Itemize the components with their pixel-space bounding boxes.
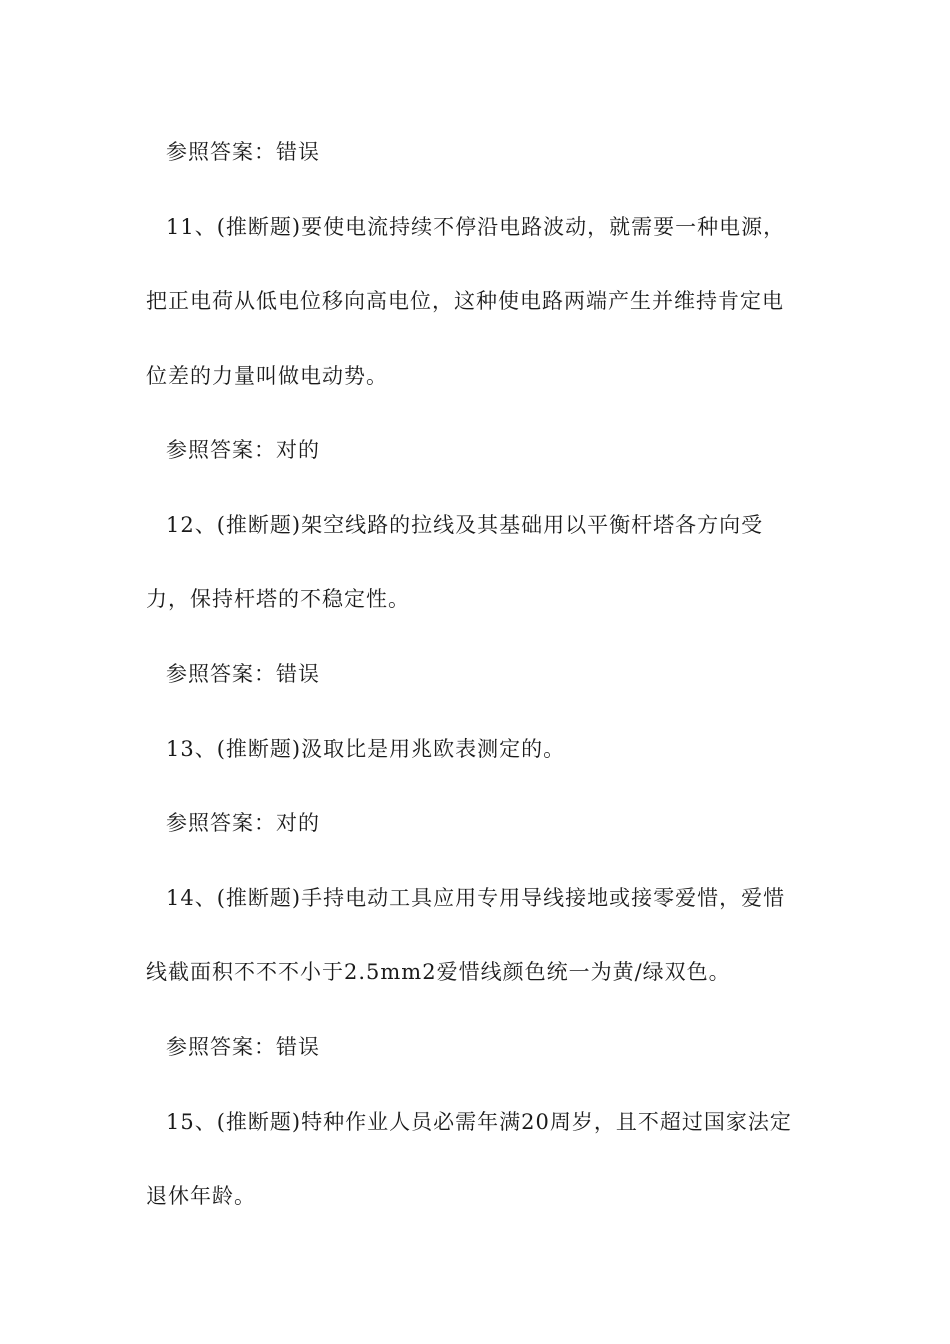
question-11-line-1: 11、(推断题)要使电流持续不停沿电路波动，就需要一种电源， (166, 215, 786, 239)
answer-line: 参照答案：错误 (166, 140, 320, 164)
answer-line: 参照答案：错误 (166, 662, 320, 686)
answer-line: 参照答案：对的 (166, 811, 320, 835)
question-14-line-2: 线截面积不不不小于2.5mm2爱惜线颜色统一为黄/绿双色。 (146, 960, 731, 984)
question-15-line-2: 退休年龄。 (146, 1184, 256, 1208)
question-11-line-3: 位差的力量叫做电动势。 (146, 364, 388, 388)
answer-line: 参照答案：错误 (166, 1035, 320, 1059)
question-14-line-1: 14、(推断题)手持电动工具应用专用导线接地或接零爱惜，爱惜 (166, 886, 786, 910)
question-11-line-2: 把正电荷从低电位移向高电位，这种使电路两端产生并维持肯定电 (146, 289, 784, 313)
answer-line: 参照答案：对的 (166, 438, 320, 462)
question-12-line-2: 力，保持杆塔的不稳定性。 (146, 587, 410, 611)
question-13-line-1: 13、(推断题)汲取比是用兆欧表测定的。 (166, 737, 566, 761)
question-12-line-1: 12、(推断题)架空线路的拉线及其基础用以平衡杆塔各方向受 (166, 513, 764, 537)
question-15-line-1: 15、(推断题)特种作业人员必需年满20周岁，且不超过国家法定 (166, 1110, 792, 1134)
